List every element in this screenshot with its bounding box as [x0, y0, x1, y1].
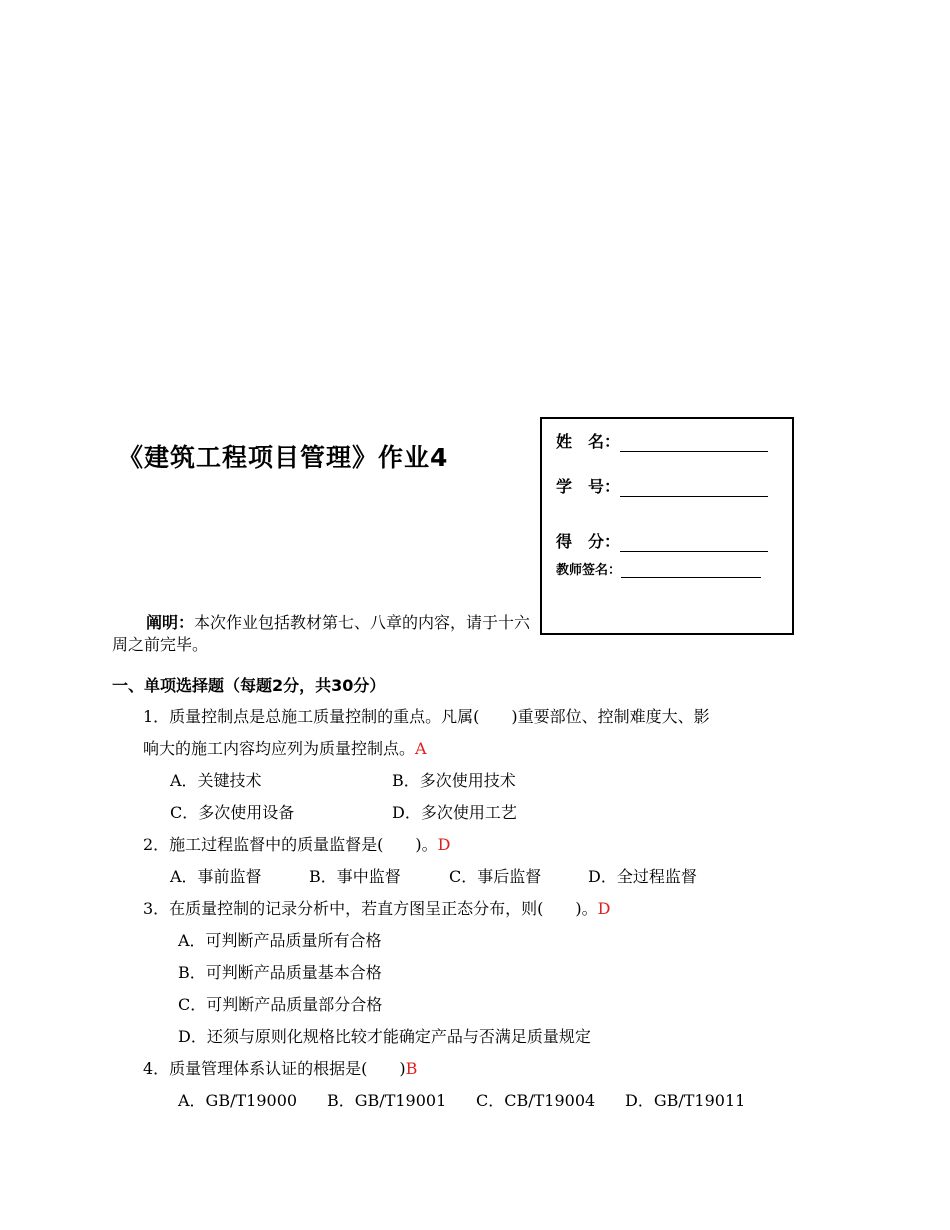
question-2-stem [143, 832, 451, 855]
question-3-stem-text: 3．在质量控制的记录分析中，若直方图呈正态分布，则( )。 [143, 899, 598, 918]
student-id-label: 学 号： [556, 477, 621, 496]
document-title: 《建筑工程项目管理》作业4 [118, 443, 449, 472]
question-2-answer: D [437, 835, 451, 854]
teacher-signature-label: 教师签名： [556, 563, 622, 578]
intro-text: 本次作业包括教材第七、八章的内容，请于十六周之前完毕。 [112, 613, 531, 654]
teacher-signature-field [556, 559, 761, 578]
question-3-option-c: C．可判断产品质量部分合格 [178, 995, 383, 1014]
score-blank-line[interactable] [620, 533, 768, 552]
question-3-option-b: B．可判断产品质量基本合格 [178, 963, 382, 982]
question-1-option-c: C．多次使用设备 [170, 803, 295, 822]
student-info-box [540, 417, 794, 635]
question-4-answer: B [405, 1059, 418, 1078]
question-2-option-a: A．事前监督 [170, 867, 262, 886]
question-1-option-a: A．关键技术 [170, 771, 262, 790]
question-4-stem-text: 4．质量管理体系认证的根据是( ) [143, 1059, 406, 1078]
question-4-stem [143, 1056, 417, 1079]
teacher-signature-blank-line[interactable] [621, 559, 761, 578]
name-label: 姓 名： [556, 432, 621, 451]
question-1-option-b: B．多次使用技术 [392, 771, 516, 790]
question-3-option-a: A．可判断产品质量所有合格 [178, 931, 382, 950]
question-3-answer: D [597, 899, 611, 918]
question-4-option-b: B．GB/T19001 [327, 1091, 447, 1110]
student-id-blank-line[interactable] [620, 478, 768, 497]
student-id-field [556, 474, 768, 497]
section-heading: 一、单项选择题（每题2分，共30分） [112, 676, 386, 695]
question-1-option-d: D．多次使用工艺 [392, 803, 517, 822]
question-2-option-b: B．事中监督 [309, 867, 401, 886]
question-1-stem-line1: 1．质量控制点是总施工质量控制的重点。凡属( )重要部位、控制难度大、影 [143, 707, 710, 726]
question-3-option-d: D．还须与原则化规格比较才能确定产品与否满足质量规定 [178, 1027, 591, 1046]
question-4-option-d: D．GB/T19011 [625, 1091, 746, 1110]
name-blank-line[interactable] [620, 433, 768, 452]
question-4-option-c: C．CB/T19004 [476, 1091, 596, 1110]
intro-paragraph [112, 612, 532, 656]
question-2-stem-text: 2．施工过程监督中的质量监督是( )。 [143, 835, 438, 854]
intro-label: 阐明： [146, 613, 195, 632]
question-2-option-d: D．全过程监督 [588, 867, 697, 886]
question-1-answer: A [415, 739, 427, 758]
question-1-stem-line2 [143, 736, 427, 759]
question-1-stem-text: 响大的施工内容均应列为质量控制点。 [143, 739, 416, 758]
score-label: 得 分： [556, 532, 621, 551]
score-field [556, 529, 768, 552]
question-2-option-c: C．事后监督 [449, 867, 542, 886]
question-3-stem [143, 896, 611, 919]
question-4-option-a: A．GB/T19000 [178, 1091, 298, 1110]
name-field [556, 429, 768, 452]
